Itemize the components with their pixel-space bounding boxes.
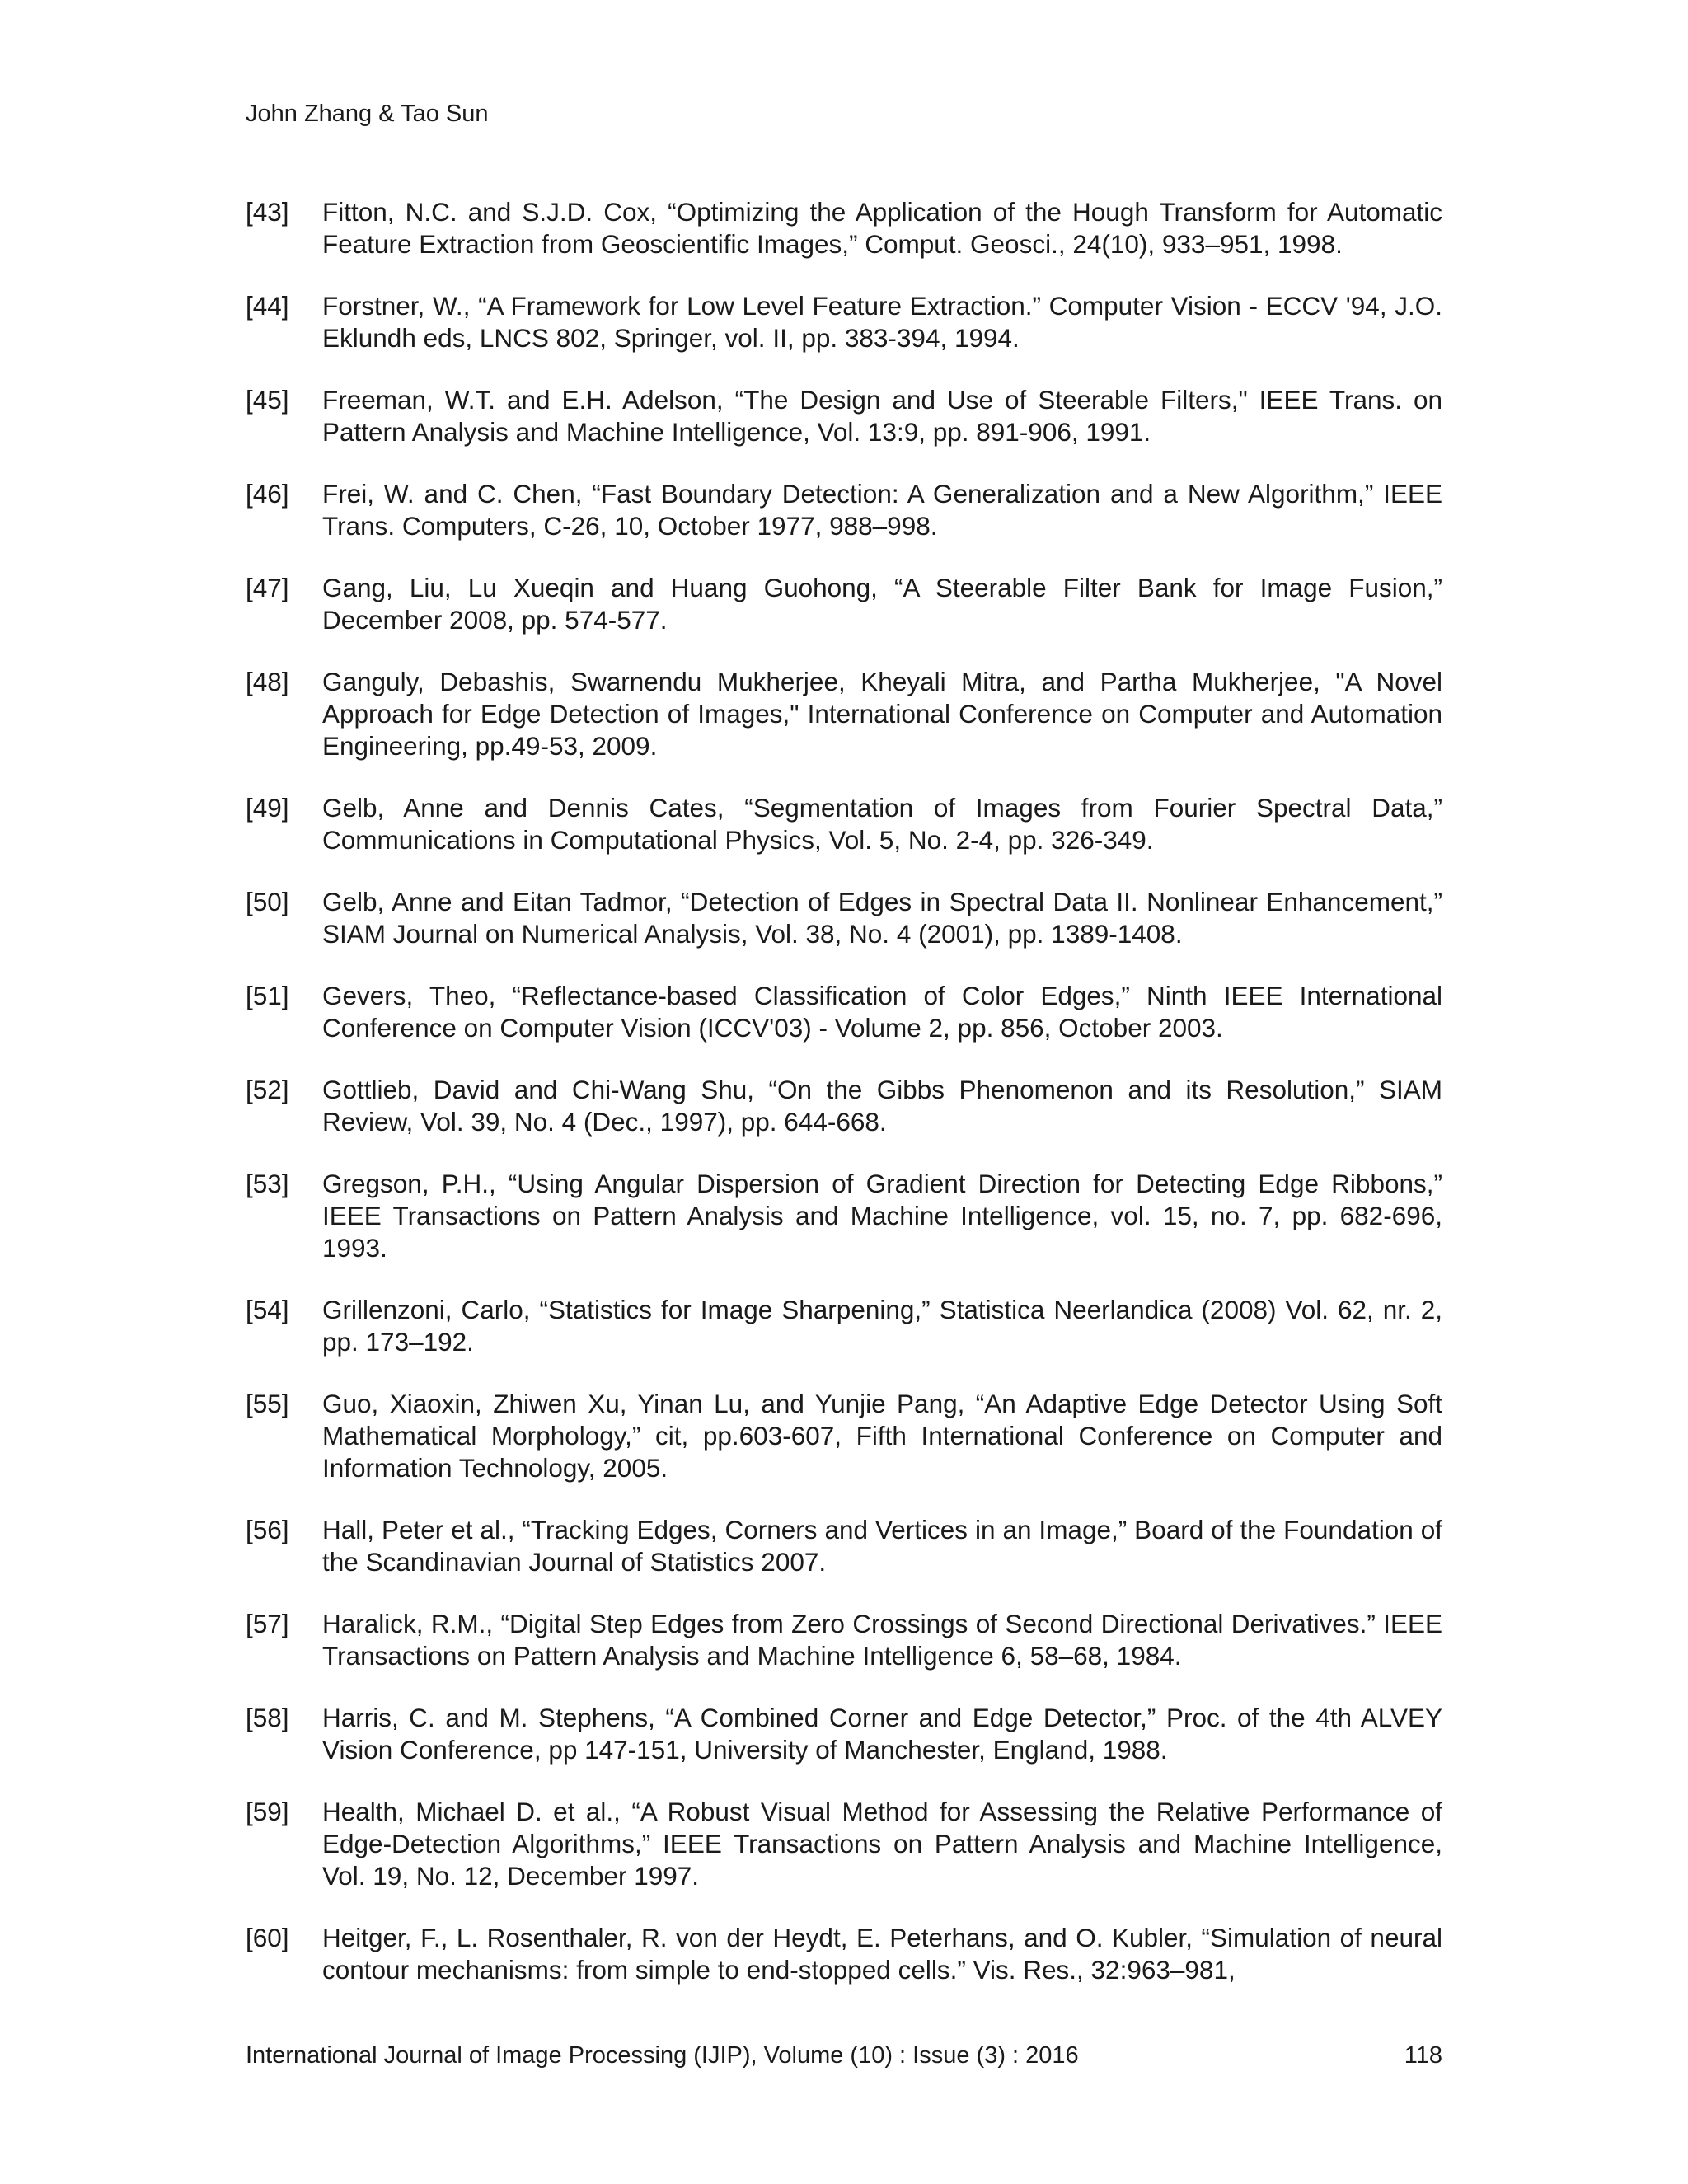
reference-text: Hall, Peter et al., “Tracking Edges, Corners and Vertices in an Image,” Board of the Foundation of the Scandinavian Journal of Statistics 2007. xyxy=(322,1515,1442,1577)
reference-item xyxy=(246,1074,1442,1138)
reference-number: [54] xyxy=(246,1295,289,1324)
reference-item xyxy=(246,1796,1442,1892)
footer-journal-citation: International Journal of Image Processing (IJIP), Volume (10) : Issue (3) : 2016 xyxy=(246,2042,1079,2069)
reference-number: [57] xyxy=(246,1609,289,1638)
reference-text: Grillenzoni, Carlo, “Statistics for Image Sharpening,” Statistica Neerlandica (2008) Vol. 62, nr. 2, pp. 173–192. xyxy=(322,1295,1442,1357)
reference-text: Forstner, W., “A Framework for Low Level Feature Extraction.” Computer Vision - ECCV '94, J.O. Eklundh eds, LNCS 802, Springer, vol. II, pp. 383-394, 1994. xyxy=(322,291,1442,353)
reference-text: Gevers, Theo, “Reflectance-based Classification of Color Edges,” Ninth IEEE International Conference on Computer Vision (ICCV'03) - Volume 2, pp. 856, October 2003. xyxy=(322,981,1442,1043)
reference-number: [51] xyxy=(246,981,289,1010)
reference-number: [55] xyxy=(246,1389,289,1418)
page-footer xyxy=(246,2041,1442,2070)
reference-item xyxy=(246,290,1442,354)
reference-text: Harris, C. and M. Stephens, “A Combined Corner and Edge Detector,” Proc. of the 4th ALVEY Vision Conference, pp 147-151, University of Manchester, England, 1988. xyxy=(322,1703,1442,1765)
reference-text: Haralick, R.M., “Digital Step Edges from Zero Crossings of Second Directional Derivatives.” IEEE Transactions on Pattern Analysis and Machine Intelligence 6, 58–68, 1984. xyxy=(322,1609,1442,1671)
reference-item xyxy=(246,1922,1442,1986)
reference-number: [48] xyxy=(246,667,289,696)
reference-item xyxy=(246,980,1442,1044)
reference-number: [46] xyxy=(246,479,289,509)
reference-text: Ganguly, Debashis, Swarnendu Mukherjee, Kheyali Mitra, and Partha Mukherjee, "A Novel Approach for Edge Detection of Images," International Conference on Computer and Automation Engineering, pp.49-53, 2009. xyxy=(322,667,1442,761)
reference-text: Gelb, Anne and Eitan Tadmor, “Detection of Edges in Spectral Data II. Nonlinear Enhancement,” SIAM Journal on Numerical Analysis, Vol. 38, No. 4 (2001), pp. 1389-1408. xyxy=(322,887,1442,949)
reference-item xyxy=(246,1168,1442,1264)
reference-item xyxy=(246,384,1442,448)
reference-text: Gang, Liu, Lu Xueqin and Huang Guohong, “A Steerable Filter Bank for Image Fusion,” December 2008, pp. 574-577. xyxy=(322,573,1442,635)
reference-item xyxy=(246,196,1442,260)
reference-number: [53] xyxy=(246,1169,289,1198)
running-head-authors: John Zhang & Tao Sun xyxy=(246,101,489,127)
reference-number: [47] xyxy=(246,573,289,602)
reference-item xyxy=(246,572,1442,636)
reference-text: Guo, Xiaoxin, Zhiwen Xu, Yinan Lu, and Yunjie Pang, “An Adaptive Edge Detector Using Soft Mathematical Morphology,” cit, pp.603-607, Fifth International Conference on Computer and Information Technology, 2005. xyxy=(322,1389,1442,1483)
reference-text: Fitton, N.C. and S.J.D. Cox, “Optimizing the Application of the Hough Transform for Automatic Feature Extraction from Geoscientific Images,” Comput. Geosci., 24(10), 933–951, 1998. xyxy=(322,197,1442,259)
reference-text: Heitger, F., L. Rosenthaler, R. von der Heydt, E. Peterhans, and O. Kubler, “Simulation of neural contour mechanisms: from simple to end-stopped cells.” Vis. Res., 32:963–981, xyxy=(322,1923,1442,1985)
reference-item xyxy=(246,1702,1442,1766)
reference-text: Frei, W. and C. Chen, “Fast Boundary Detection: A Generalization and a New Algorithm,” IEEE Trans. Computers, C-26, 10, October 1977, 988–998. xyxy=(322,479,1442,541)
reference-number: [50] xyxy=(246,887,289,916)
reference-item xyxy=(246,666,1442,762)
reference-number: [44] xyxy=(246,291,289,321)
reference-number: [59] xyxy=(246,1797,289,1826)
reference-list xyxy=(246,196,1442,2016)
reference-item xyxy=(246,1514,1442,1578)
reference-item xyxy=(246,886,1442,950)
reference-text: Health, Michael D. et al., “A Robust Visual Method for Assessing the Relative Performance of Edge-Detection Algorithms,” IEEE Transactions on Pattern Analysis and Machine Intelligence, Vol. 19, No. 12, December 1997. xyxy=(322,1797,1442,1891)
reference-item xyxy=(246,792,1442,856)
reference-number: [56] xyxy=(246,1515,289,1544)
reference-text: Gelb, Anne and Dennis Cates, “Segmentation of Images from Fourier Spectral Data,” Communications in Computational Physics, Vol. 5, No. 2-4, pp. 326-349. xyxy=(322,793,1442,855)
reference-item xyxy=(246,1294,1442,1358)
reference-number: [45] xyxy=(246,385,289,415)
page-number: 118 xyxy=(1404,2042,1442,2069)
reference-text: Gregson, P.H., “Using Angular Dispersion of Gradient Direction for Detecting Edge Ribbons,” IEEE Transactions on Pattern Analysis and Machine Intelligence, vol. 15, no. 7, pp. 682-696, 1993. xyxy=(322,1169,1442,1263)
reference-text: Gottlieb, David and Chi-Wang Shu, “On the Gibbs Phenomenon and its Resolution,” SIAM Review, Vol. 39, No. 4 (Dec., 1997), pp. 644-668. xyxy=(322,1075,1442,1137)
reference-text: Freeman, W.T. and E.H. Adelson, “The Design and Use of Steerable Filters," IEEE Trans. on Pattern Analysis and Machine Intelligence, Vol. 13:9, pp. 891-906, 1991. xyxy=(322,385,1442,447)
reference-item xyxy=(246,1388,1442,1484)
reference-number: [58] xyxy=(246,1703,289,1732)
reference-number: [49] xyxy=(246,793,289,823)
reference-number: [60] xyxy=(246,1923,289,1952)
reference-item xyxy=(246,1608,1442,1672)
reference-item xyxy=(246,478,1442,542)
reference-number: [52] xyxy=(246,1075,289,1104)
reference-number: [43] xyxy=(246,197,289,227)
